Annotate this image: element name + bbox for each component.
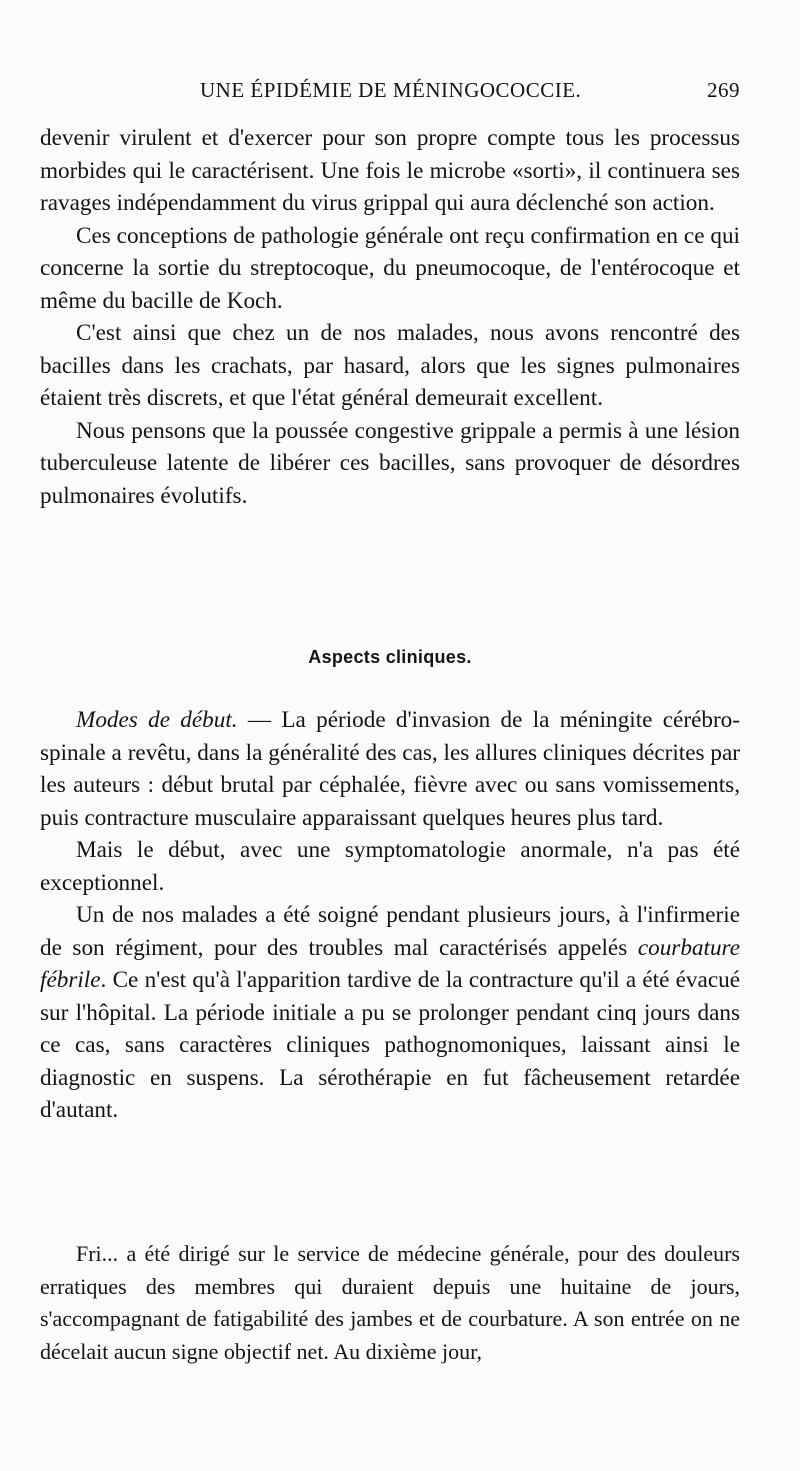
paragraph-conceptions: Ces conceptions de pathologie générale ont reçu confirmation en ce qui concerne la sortie du streptocoque, du pneumocoque, de l'entérocoque et même du bacille de Koch. <box>40 222 740 314</box>
page-number: 269 <box>707 78 740 102</box>
modes-lead: Modes de début. <box>76 707 238 733</box>
paragraph-continuation: devenir virulent et d'exercer pour son propre compte tous les processus morbides qui le caractérisent. Une fois le microbe «sorti», il continuera ses ravages indépendamment du virus grippal qui aura déclenché son action. <box>40 125 740 216</box>
modes-text: — La période d'invasion de la méningite cérébro-spinale a revêtu, dans la généralité des cas, les allures cliniques décrites par les auteurs : début brutal par céphalée, fièvre avec ou sans vomissements, puis contracture musculaire apparaissant quelques heures plus tard. <box>40 707 740 831</box>
running-title: UNE ÉPIDÉMIE DE MÉNINGOCOCCIE. <box>200 78 582 102</box>
page-header <box>40 78 740 112</box>
un-after: . Ce n'est qu'à l'apparition tardive de la contracture qu'il a été évacué sur l'hôpital. La période initiale a pu se prolonger pendant cinq jours dans ce cas, sans caractères cliniques pathognomoniques, laissant ainsi le diagnostic en suspens. La sérothérapie en fut fâcheusement retardée d'autant. <box>40 967 740 1123</box>
un-before: Un de nos malades a été soigné pendant plusieurs jours, à l'infirmerie de son régiment, pour des troubles mal caractérisés appelés <box>40 902 740 961</box>
case-report <box>40 1238 740 1368</box>
paragraph-modes-debut <box>40 704 740 834</box>
body-text-middle <box>40 704 740 1127</box>
paragraph-poussee: Nous pensons que la poussée congestive grippale a permis à une lésion tuberculeuse latente de libérer ces bacilles, sans provoquer de désordres pulmonaires évolutifs. <box>40 417 740 509</box>
body-text-top <box>40 122 740 512</box>
paragraph-bacilles: C'est ainsi que chez un de nos malades, nous avons rencontré des bacilles dans les crachats, par hasard, alors que les signes pulmonaires étaient très discrets, et que l'état général demeurait excellent. <box>40 320 740 411</box>
section-heading: Aspects cliniques. <box>308 647 472 667</box>
paragraph-case: Fri... a été dirigé sur le service de médecine générale, pour des douleurs erratiques des membres qui duraient depuis une huitaine de jours, s'accompagnant de fatigabilité des jambes et de courbature. A son entrée on ne décelait aucun signe objectif net. Au dixième jour, <box>40 1241 740 1364</box>
un-italic: courbature fébrile <box>40 934 740 993</box>
paragraph-un-malade <box>40 899 740 1127</box>
paragraph-mais: Mais le début, avec une symptomatologie anormale, n'a pas été exceptionnel. <box>40 837 740 896</box>
